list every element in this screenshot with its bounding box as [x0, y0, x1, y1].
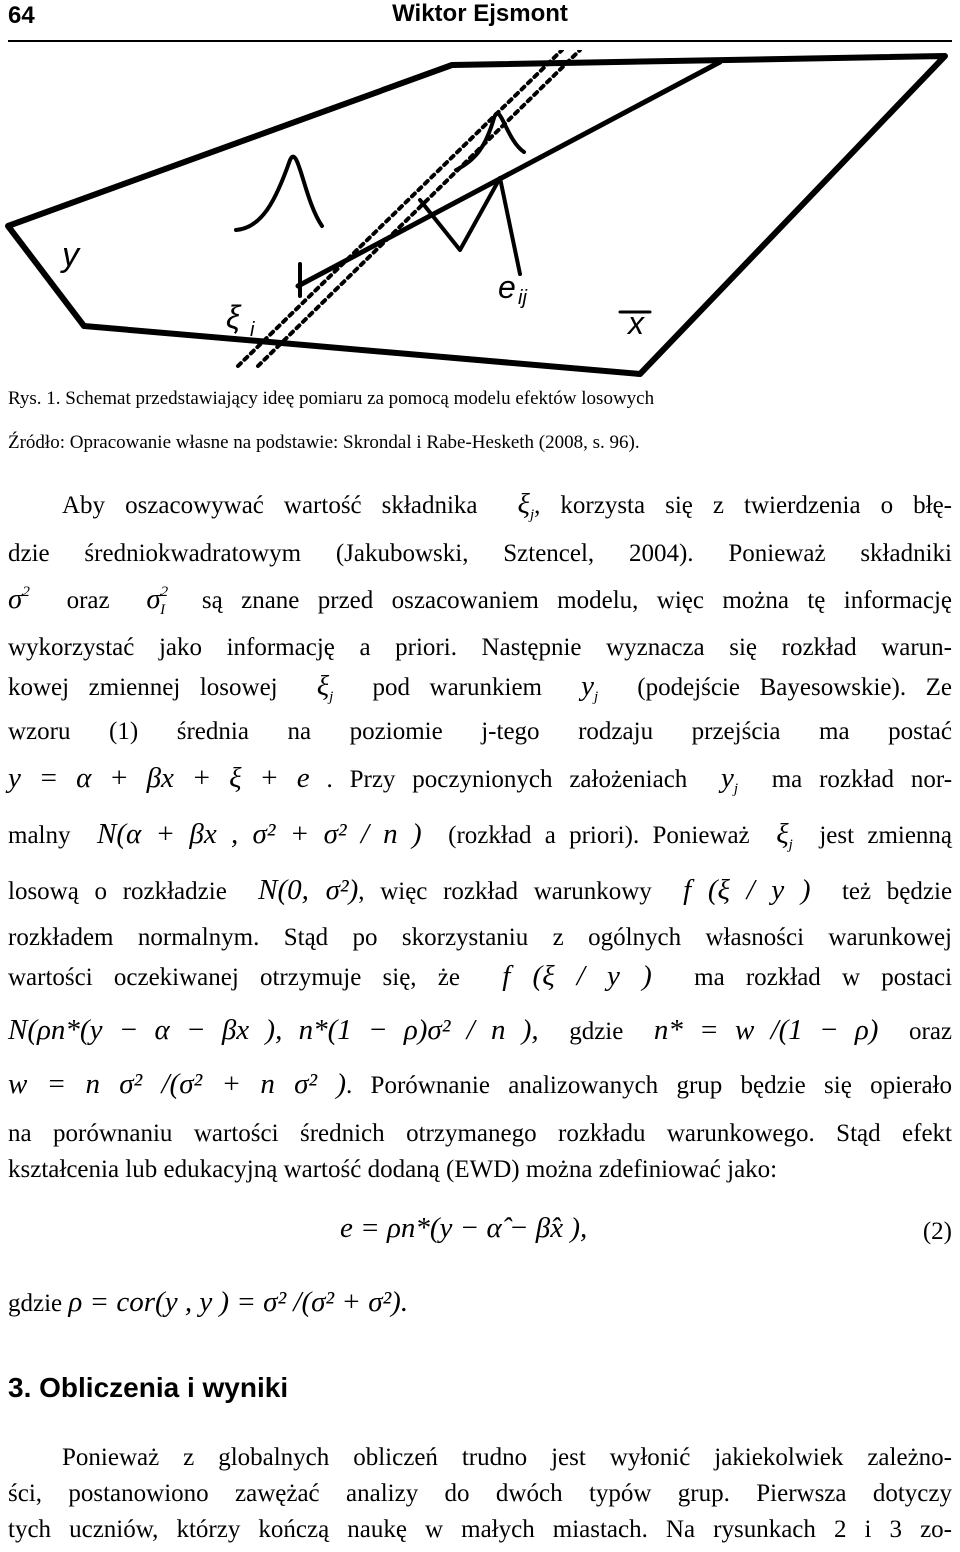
- regression-line-dotted: [238, 50, 562, 366]
- label-e: e: [498, 269, 516, 305]
- label-e-sub: ij: [518, 287, 527, 309]
- label-xi: ξ: [226, 299, 241, 335]
- figure-random-effects-scheme: [0, 50, 960, 380]
- equation-2-number: (2): [922, 1218, 952, 1245]
- text-line-16: gdzie ρ = cor(y , y ) = σ² /(σ² + σ²).: [8, 1286, 409, 1318]
- prior-normal: N(α + βx , σ² + σ² / n ): [97, 818, 422, 850]
- xi-normal: N(0, σ²): [258, 874, 359, 906]
- section-title: 3. Obliczenia i wyniki: [8, 1372, 289, 1403]
- figure-source: Źródło: Opracowanie własne na podstawie: Skrondal i Rabe-Hesketh (2008, s. 96).: [8, 432, 640, 453]
- running-author: Wiktor Ejsmont: [392, 0, 568, 27]
- posterior-normal: N(ρn*(y − α − βx ), n*(1 − ρ)σ² / n ),: [8, 1014, 539, 1046]
- header-rule: [8, 40, 952, 42]
- text-line-6: wzoru (1) średnia na poziomie j-tego rodzaju przejścia ma postać: [8, 718, 952, 745]
- figure-caption: Rys. 1. Schemat przedstawiający ideę pomiaru za pomocą modelu efektów losowych: [8, 388, 655, 409]
- text-line-11: wartości oczekiwanej otrzymuje się, że f (ξ / y ) ma rozkład w postaci: [8, 960, 953, 992]
- w-definition: w = n σ² /(σ² + n σ² ): [8, 1068, 347, 1100]
- nstar-definition: n* = w /(1 − ρ): [653, 1014, 879, 1046]
- text-line-7: y = α + βx + ξ + e . Przy poczynionych założeniach $y_j$ ma rozkład nor-: [8, 762, 953, 797]
- density-curve-1: [236, 157, 322, 230]
- error-line-1: [420, 178, 500, 250]
- regression-line-dotted-2: [258, 50, 580, 366]
- text-line-5: kowej zmiennej losowej $\xi_j$ pod warunkiem $y_j$ (podejście Bayesowskie). Ze: [8, 670, 953, 705]
- text-line-12: N(ρn*(y − α − βx ), n*(1 − ρ)σ² / n ), gdzie n* = w /(1 − ρ) oraz: [8, 1014, 953, 1046]
- text-line-14: na porównaniu wartości średnich otrzymanego rozkładu warunkowego. Stąd efekt: [8, 1120, 952, 1147]
- mean-equation: y = α + βx + ξ + e: [8, 762, 310, 794]
- paragraph-2-line-1: Ponieważ z globalnych obliczeń trudno jest wyłonić jakiekolwiek zależno-: [62, 1444, 952, 1471]
- text-line-9: losową o rozkładzie N(0, σ²), więc rozkład warunkowy f (ξ / y ) też będzie: [8, 874, 953, 906]
- text-line-8: malny N(α + βx , σ² + σ² / n ) (rozkład a priori). Ponieważ $\xi_j$ jest zmienną: [8, 818, 953, 853]
- error-line-2: [500, 178, 520, 274]
- label-xi-sub: i: [250, 319, 255, 341]
- paragraph-2-line-3: tych uczniów, którzy kończą naukę w małych miastach. Na rysunkach 2 i 3 zo-: [8, 1516, 952, 1543]
- rho-definition: ρ = cor(y , y ) = σ² /(σ² + σ²).: [68, 1286, 409, 1318]
- text-line-10: rozkładem normalnym. Stąd po skorzystaniu z ogólnych własności warunkowej: [8, 924, 952, 951]
- conditional-density: f (ξ / y ): [683, 874, 811, 906]
- equation-2: e = ρn*(y − α̂ − β̂x ),: [340, 1212, 588, 1244]
- text-line-2: dzie średniokwadratowym (Jakubowski, Sztencel, 2004). Ponieważ składniki: [8, 540, 952, 567]
- text-line-1: Aby oszacowywać wartość składnika $\xi_j$, korzysta się z twierdzenia o błę-: [62, 488, 953, 523]
- text-line-15: kształcenia lub edukacyjną wartość dodaną (EWD) można zdefiniować jako:: [8, 1156, 778, 1183]
- paragraph-2-line-2: ści, postanowiono zawężać analizy do dwóch typów grup. Pierwsza dotyczy: [8, 1480, 952, 1507]
- label-x: x: [628, 305, 644, 341]
- text-line-3: $\sigma^2$ oraz $\sigma^2_I$ są znane przed oszacowaniem modelu, więc można tę informację: [8, 583, 953, 618]
- plane-outline: [8, 56, 945, 374]
- text-line-4: wykorzystać jako informację a priori. Następnie wyznacza się rozkład warun-: [8, 634, 952, 661]
- text-line-13: w = n σ² /(σ² + n σ² ). Porównanie analizowanych grup będzie się opierało: [8, 1068, 953, 1100]
- label-y: y: [62, 236, 79, 274]
- running-header: [0, 0, 960, 40]
- page-number: 64: [8, 2, 35, 29]
